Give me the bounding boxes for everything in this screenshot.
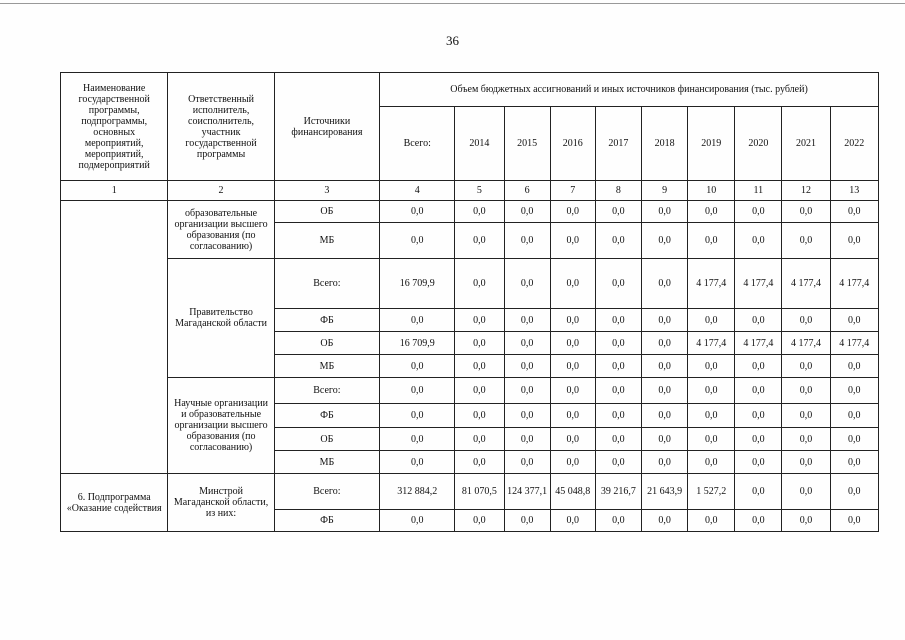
value-cell: 0,0 — [595, 223, 641, 259]
source-cell: МБ — [274, 451, 379, 474]
value-cell: 0,0 — [595, 332, 641, 355]
value-cell: 4 177,4 — [830, 259, 878, 309]
value-cell: 0,0 — [641, 428, 687, 451]
value-cell: 0,0 — [595, 259, 641, 309]
value-cell: 0,0 — [595, 309, 641, 332]
value-cell: 0,0 — [830, 309, 878, 332]
value-cell: 0,0 — [641, 332, 687, 355]
value-cell: 0,0 — [735, 378, 782, 404]
budget-table — [60, 72, 879, 532]
value-cell: 1 527,2 — [688, 474, 735, 510]
value-cell: 0,0 — [641, 259, 687, 309]
value-cell: 0,0 — [550, 510, 595, 532]
value-cell: 0,0 — [504, 201, 550, 223]
value-cell: 0,0 — [688, 355, 735, 378]
value-cell: 0,0 — [550, 451, 595, 474]
value-cell: 0,0 — [782, 404, 830, 428]
column-number: 11 — [735, 181, 782, 201]
value-cell: 4 177,4 — [688, 259, 735, 309]
header-year: 2017 — [595, 107, 641, 181]
value-cell: 124 377,1 — [504, 474, 550, 510]
value-cell: 81 070,5 — [455, 474, 504, 510]
value-cell: 0,0 — [688, 378, 735, 404]
source-cell: МБ — [274, 223, 379, 259]
value-cell: 0,0 — [782, 428, 830, 451]
value-cell: 4 177,4 — [688, 332, 735, 355]
column-number: 6 — [504, 181, 550, 201]
value-cell: 4 177,4 — [782, 332, 830, 355]
value-cell: 0,0 — [782, 355, 830, 378]
value-cell: 0,0 — [595, 201, 641, 223]
value-cell: 0,0 — [830, 404, 878, 428]
value-cell: 0,0 — [735, 309, 782, 332]
column-number: 3 — [274, 181, 379, 201]
value-cell: 0,0 — [830, 223, 878, 259]
value-cell: 0,0 — [830, 378, 878, 404]
source-cell: ОБ — [274, 428, 379, 451]
value-cell: 0,0 — [735, 451, 782, 474]
value-cell: 0,0 — [550, 201, 595, 223]
participant-cell: образовательные организации высшего образования (по согласованию) — [168, 201, 274, 259]
value-cell: 0,0 — [735, 510, 782, 532]
column-number: 10 — [688, 181, 735, 201]
value-cell: 0,0 — [455, 355, 504, 378]
header-executor: Ответственный исполнитель, соисполнитель, участник государственной программы — [168, 73, 274, 181]
program-cell-empty — [61, 201, 168, 474]
value-cell: 0,0 — [688, 404, 735, 428]
page-number: 36 — [446, 33, 459, 48]
source-cell: Всего: — [274, 378, 379, 404]
value-cell: 0,0 — [380, 355, 455, 378]
header-year: 2018 — [641, 107, 687, 181]
column-number: 2 — [168, 181, 274, 201]
column-number: 4 — [380, 181, 455, 201]
value-cell: 0,0 — [380, 451, 455, 474]
value-cell: 0,0 — [550, 378, 595, 404]
source-cell: Всего: — [274, 259, 379, 309]
table-row — [61, 201, 879, 223]
value-cell: 0,0 — [504, 355, 550, 378]
value-cell: 21 643,9 — [641, 474, 687, 510]
value-cell: 0,0 — [782, 201, 830, 223]
value-cell: 0,0 — [735, 404, 782, 428]
participant-cell: Научные организации и образовательные организации высшего образования (по согласованию) — [168, 378, 274, 474]
value-cell: 0,0 — [455, 510, 504, 532]
header-funding-sources: Источники финансирования — [274, 73, 379, 181]
table-row — [61, 474, 879, 510]
value-cell: 0,0 — [782, 378, 830, 404]
header-year: 2016 — [550, 107, 595, 181]
value-cell: 0,0 — [455, 378, 504, 404]
header-year: 2014 — [455, 107, 504, 181]
source-cell: МБ — [274, 355, 379, 378]
value-cell: 0,0 — [830, 428, 878, 451]
value-cell: 0,0 — [688, 309, 735, 332]
source-cell: Всего: — [274, 474, 379, 510]
column-number: 12 — [782, 181, 830, 201]
value-cell: 0,0 — [455, 309, 504, 332]
value-cell: 0,0 — [830, 474, 878, 510]
column-number: 7 — [550, 181, 595, 201]
participant-cell: Минстрой Магаданской области, из них: — [168, 474, 274, 532]
value-cell: 0,0 — [641, 510, 687, 532]
value-cell: 0,0 — [641, 404, 687, 428]
header-year: 2015 — [504, 107, 550, 181]
value-cell: 0,0 — [595, 404, 641, 428]
value-cell: 0,0 — [641, 451, 687, 474]
value-cell: 0,0 — [782, 451, 830, 474]
value-cell: 0,0 — [504, 451, 550, 474]
value-cell: 0,0 — [550, 309, 595, 332]
value-cell: 0,0 — [380, 378, 455, 404]
value-cell: 0,0 — [550, 332, 595, 355]
value-cell: 0,0 — [455, 404, 504, 428]
value-cell: 0,0 — [504, 378, 550, 404]
value-cell: 0,0 — [550, 223, 595, 259]
value-cell: 0,0 — [641, 355, 687, 378]
value-cell: 0,0 — [380, 223, 455, 259]
value-cell: 0,0 — [735, 355, 782, 378]
value-cell: 0,0 — [735, 201, 782, 223]
source-cell: ФБ — [274, 404, 379, 428]
value-cell: 0,0 — [550, 404, 595, 428]
value-cell: 0,0 — [550, 428, 595, 451]
value-cell: 0,0 — [504, 309, 550, 332]
value-cell: 0,0 — [595, 510, 641, 532]
value-cell: 0,0 — [380, 404, 455, 428]
value-cell: 0,0 — [380, 428, 455, 451]
value-cell: 0,0 — [688, 201, 735, 223]
value-cell: 0,0 — [641, 201, 687, 223]
value-cell: 0,0 — [455, 201, 504, 223]
value-cell: 45 048,8 — [550, 474, 595, 510]
value-cell: 0,0 — [380, 309, 455, 332]
value-cell: 0,0 — [595, 355, 641, 378]
value-cell: 0,0 — [595, 378, 641, 404]
value-cell: 0,0 — [504, 259, 550, 309]
value-cell: 0,0 — [782, 510, 830, 532]
participant-cell: Правительство Магаданской области — [168, 259, 274, 378]
program-cell: 6. Подпрограмма «Оказание содействия — [61, 474, 168, 532]
value-cell: 4 177,4 — [782, 259, 830, 309]
value-cell: 0,0 — [504, 428, 550, 451]
header-year: 2022 — [830, 107, 878, 181]
value-cell: 0,0 — [455, 259, 504, 309]
value-cell: 0,0 — [550, 355, 595, 378]
table-row — [61, 259, 879, 309]
value-cell: 0,0 — [504, 404, 550, 428]
header-year: 2020 — [735, 107, 782, 181]
value-cell: 0,0 — [641, 378, 687, 404]
value-cell: 0,0 — [688, 451, 735, 474]
value-cell: 4 177,4 — [735, 259, 782, 309]
value-cell: 4 177,4 — [830, 332, 878, 355]
value-cell: 0,0 — [641, 223, 687, 259]
value-cell: 0,0 — [455, 428, 504, 451]
value-cell: 4 177,4 — [735, 332, 782, 355]
value-cell: 0,0 — [830, 355, 878, 378]
value-cell: 0,0 — [735, 223, 782, 259]
value-cell: 0,0 — [595, 451, 641, 474]
value-cell: 0,0 — [504, 332, 550, 355]
source-cell: ОБ — [274, 332, 379, 355]
column-number: 1 — [61, 181, 168, 201]
header-budget-volume: Объем бюджетных ассигнований и иных источников финансирования (тыс. рублей) — [380, 73, 879, 107]
value-cell: 0,0 — [380, 510, 455, 532]
header-program-name: Наименование государственной программы, подпрограммы, основных мероприятий, мероприятий, подмероприятий — [61, 73, 168, 181]
column-number: 9 — [641, 181, 687, 201]
value-cell: 0,0 — [735, 474, 782, 510]
column-number: 5 — [455, 181, 504, 201]
value-cell: 0,0 — [782, 474, 830, 510]
value-cell: 0,0 — [830, 510, 878, 532]
value-cell: 0,0 — [782, 223, 830, 259]
header-year: 2019 — [688, 107, 735, 181]
value-cell: 0,0 — [641, 309, 687, 332]
source-cell: ФБ — [274, 510, 379, 532]
value-cell: 0,0 — [455, 451, 504, 474]
value-cell: 0,0 — [455, 223, 504, 259]
table-row — [61, 378, 879, 404]
column-number: 8 — [595, 181, 641, 201]
value-cell: 0,0 — [455, 332, 504, 355]
value-cell: 0,0 — [830, 201, 878, 223]
value-cell: 0,0 — [504, 510, 550, 532]
header-total: Всего: — [380, 107, 455, 181]
header-year: 2021 — [782, 107, 830, 181]
value-cell: 39 216,7 — [595, 474, 641, 510]
value-cell: 0,0 — [688, 428, 735, 451]
value-cell: 0,0 — [688, 223, 735, 259]
source-cell: ФБ — [274, 309, 379, 332]
column-number: 13 — [830, 181, 878, 201]
value-cell: 0,0 — [595, 428, 641, 451]
value-cell: 0,0 — [782, 309, 830, 332]
value-cell: 0,0 — [380, 201, 455, 223]
value-cell: 16 709,9 — [380, 332, 455, 355]
value-cell: 0,0 — [735, 428, 782, 451]
value-cell: 0,0 — [830, 451, 878, 474]
value-cell: 0,0 — [550, 259, 595, 309]
value-cell: 16 709,9 — [380, 259, 455, 309]
value-cell: 312 884,2 — [380, 474, 455, 510]
top-rule — [0, 3, 905, 4]
value-cell: 0,0 — [504, 223, 550, 259]
source-cell: ОБ — [274, 201, 379, 223]
value-cell: 0,0 — [688, 510, 735, 532]
